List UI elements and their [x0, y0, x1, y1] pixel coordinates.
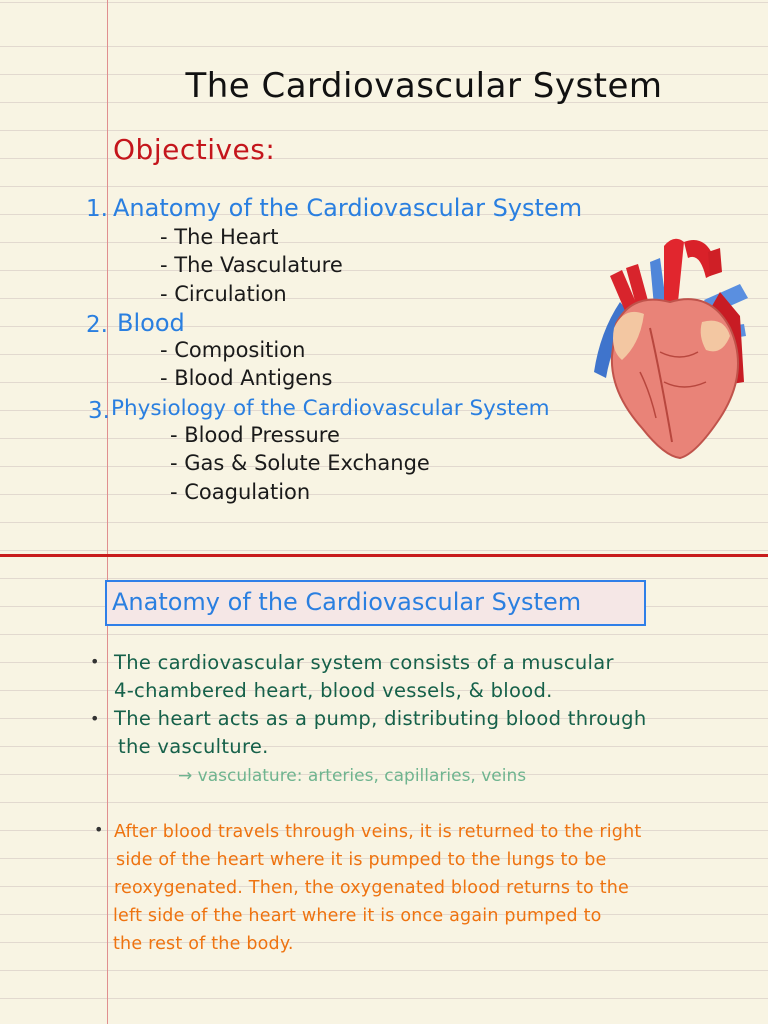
item-dash: - [160, 225, 168, 249]
section-title: Anatomy of the Cardiovascular System [112, 588, 582, 616]
item-dash: - [170, 423, 178, 447]
objective-1-heading: Anatomy of the Cardiovascular System [113, 194, 583, 222]
bullet-3-line: reoxygenated. Then, the oxygenated blood returns to the [114, 878, 630, 898]
arrow-right-icon: → [178, 766, 193, 786]
item-dash: - [160, 338, 168, 362]
item-dash: - [170, 480, 178, 504]
objective-3-item: - Coagulation [170, 480, 311, 504]
bullet-3-line: After blood travels through veins, it is returned to the right [114, 822, 642, 842]
bullet-2-line: the vasculture. [118, 735, 269, 758]
bullet-3-line: left side of the heart where it is once again pumped to [113, 906, 602, 926]
bullet-2-line: The heart acts as a pump, distributing blood through [114, 707, 647, 730]
bullet-3-line: side of the heart where it is pumped to the lungs to be [116, 850, 607, 870]
objective-2-number: 2. [86, 312, 108, 338]
page-title: The Cardiovascular System [185, 66, 663, 106]
bullet-icon: • [90, 652, 100, 671]
bullet-icon: • [90, 709, 100, 728]
item-dash: - [160, 282, 168, 306]
heart-illustration [580, 232, 755, 464]
bullet-1-line: 4-chambered heart, blood vessels, & blood. [114, 679, 553, 702]
objective-1-item: - Circulation [160, 282, 287, 306]
item-dash: - [160, 366, 168, 390]
bullet-3-line: the rest of the body. [113, 934, 294, 954]
notebook-margin-line [107, 0, 108, 1024]
item-dash: - [170, 451, 178, 475]
section-divider [0, 554, 768, 557]
objective-3-number: 3. [88, 398, 110, 424]
objective-3-item: - Blood Pressure [170, 423, 340, 447]
bullet-1-line: The cardiovascular system consists of a muscular [114, 651, 614, 674]
objective-3-heading: Physiology of the Cardiovascular System [111, 396, 550, 421]
objective-2-item: - Composition [160, 338, 306, 362]
objective-1-item: - The Heart [160, 225, 279, 249]
anatomical-heart-icon [580, 232, 755, 464]
objective-3-item: - Gas & Solute Exchange [170, 451, 430, 475]
bullet-icon: • [94, 820, 104, 839]
objective-2-heading: Blood [117, 309, 185, 337]
item-dash: - [160, 253, 168, 277]
arrow-note: → vasculature: arteries, capillaries, veins [178, 766, 527, 786]
objectives-heading: Objectives: [113, 133, 276, 166]
objective-2-item: - Blood Antigens [160, 366, 333, 390]
objective-1-number: 1. [86, 196, 108, 222]
objective-1-item: - The Vasculature [160, 253, 343, 277]
